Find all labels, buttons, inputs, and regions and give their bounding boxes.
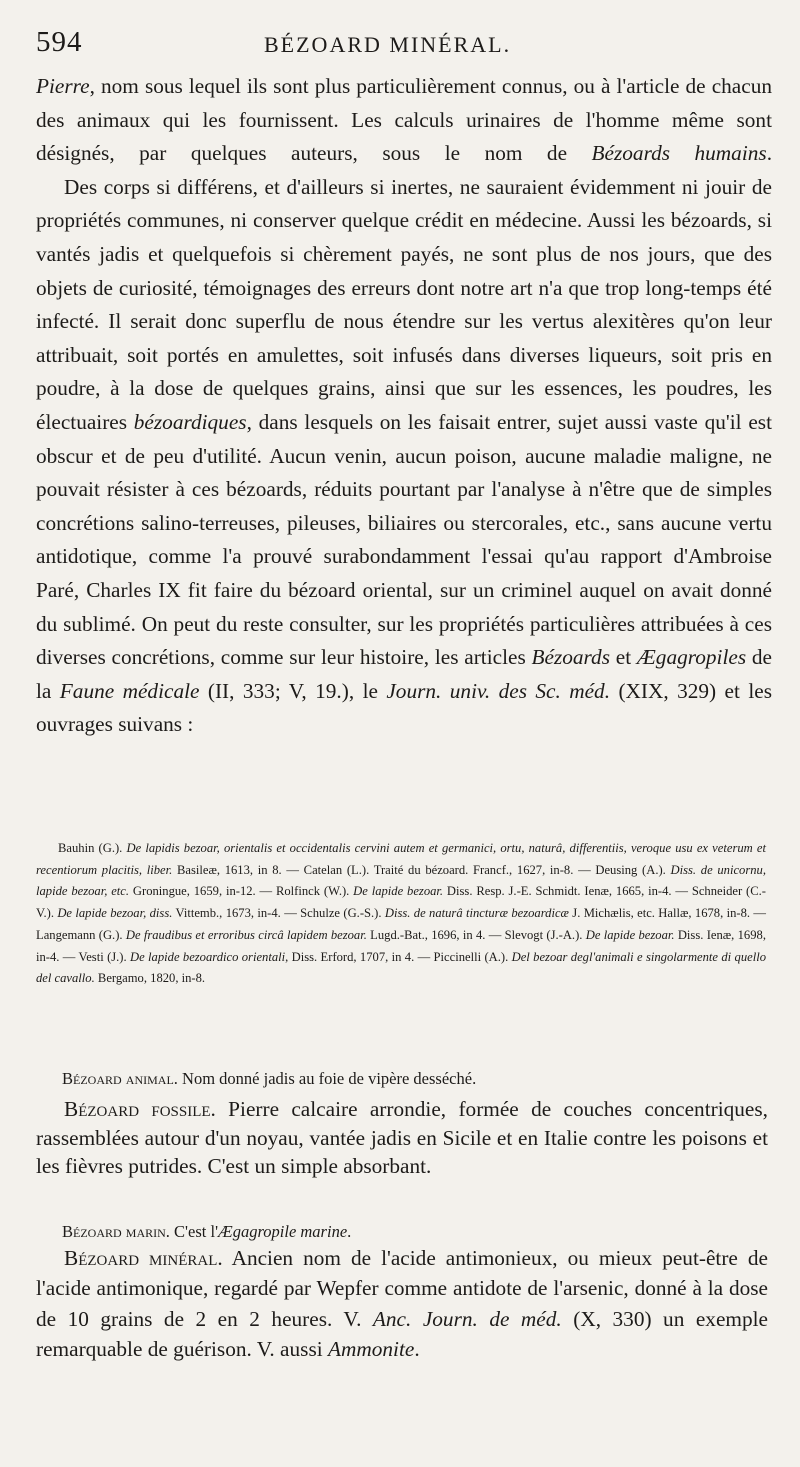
italic-title: De lapide bezoar. <box>353 884 444 899</box>
italic-term: Ammonite <box>327 1336 415 1361</box>
entry-term: Bézoard animal. <box>62 1069 178 1088</box>
entry-term: Bézoard fossile. <box>64 1097 216 1121</box>
text-run: Bauhin (G.). <box>58 841 127 855</box>
entry-bezoard-animal <box>62 1067 762 1091</box>
entry-term: Bézoard minéral. <box>64 1246 223 1270</box>
italic-title: De lapide bezoardico orientali <box>130 949 286 964</box>
text-run: (XIX, 329) et les ouvrages suivans : <box>36 678 772 737</box>
italic-title: De lapide bezoar, diss. <box>57 906 173 921</box>
italic-term: Ægagropile marine <box>218 1222 348 1241</box>
text-run: Diss. Resp. J.-E. Schmidt. Ienæ, 1665, in-4. — Schneider (C.-V.). <box>36 884 766 921</box>
italic-title: Del bezoar degl'animali e singolarmente di quello del cavallo. <box>36 949 767 986</box>
entry-definition: Pierre calcaire arrondie, formée de couches concentriques, rassemblées autour d'un noyau, vantée jadis en Sicile et en Italie contre les poisons et les fièvres putrides. C'est un simple absorbant. <box>36 1097 768 1179</box>
text-run: Bergamo, 1820, in-8. <box>94 971 206 986</box>
italic-term: Journ. univ. des Sc. méd. <box>386 678 611 703</box>
italic-term: Faune médicale <box>59 678 200 703</box>
page-header <box>36 22 786 62</box>
text-run: J. Michælis, etc. Hallæ, 1678, in-8. — Langemann (G.). <box>36 906 766 942</box>
italic-title: Diss. de naturâ tincturæ bezoardicæ <box>384 906 569 921</box>
entry-definition: Nom donné jadis au foie de vipère desséché. <box>177 1069 477 1088</box>
entry-bezoard-fossile <box>36 1095 768 1181</box>
paragraph-bezoards <box>36 171 772 742</box>
text-run: Basileæ, 1613, in 8. — Catelan (L.). Traité du bézoard. Francf., 1627, in-8. — Deusing (A.). <box>172 862 671 877</box>
italic-title: De lapidis bezoar, orientalis et occidentalis cervini autem et germanici, ortu, naturâ, differentiis, veroque usu ex veterum et recentiorum placitis, liber. <box>36 841 766 877</box>
italic-term: Ægagropiles <box>636 645 747 670</box>
text-run: , nom sous lequel ils sont plus particulièrement connus, ou à l'article de chacun des animaux qui les fournissent. Les calculs urinaires de l'homme même sont désignés, par quelques auteurs, sous le nom de <box>36 74 772 166</box>
main-text <box>36 70 772 742</box>
text-run: Groningue, 1659, in-12. — Rolfinck (W.). <box>129 884 354 899</box>
text-run: (II, 333; V, 19.), le <box>199 678 387 703</box>
entry-paragraph <box>36 1243 768 1364</box>
text-run: et <box>609 645 637 670</box>
text-run: . <box>414 1336 420 1361</box>
italic-term: Bézoards humains <box>591 141 767 166</box>
italic-term: Bézoards <box>531 645 610 670</box>
text-run: . <box>347 1222 352 1241</box>
paragraph-continuation <box>36 70 772 171</box>
running-head: BÉZOARD MINÉRAL. <box>264 32 512 57</box>
text-run: Lugd.-Bat., 1696, in 4. — Slevogt (J.-A.). <box>366 927 586 942</box>
text-run: C'est l' <box>169 1222 219 1241</box>
entry-bezoard-mineral <box>36 1243 768 1364</box>
text-run: , Diss. Erford, 1707, in 4. — Piccinelli (A.). <box>285 949 512 964</box>
text-run: Ancien nom de l'acide antimonieux, ou mieux peut-être de l'acide antimonique, regardé par Wepfer comme antidote de l'arsenic, donné à la dose de 10 grains de 2 en 2 heures. V. <box>36 1246 768 1331</box>
italic-term: bézoardiques <box>133 409 247 434</box>
bibliography <box>36 838 766 990</box>
text-run: Diss. Ienæ, 1698, in-4. — Vesti (J.). <box>36 927 766 964</box>
text-run: Vittemb., 1673, in-4. — Schulze (G.-S.). <box>172 906 385 921</box>
text-run: (X, 330) un exemple remarquable de guérison. V. aussi <box>36 1306 768 1361</box>
text-run: , dans lesquels on les faisait entrer, sujet aussi vaste qu'il est obscur et de peu d'utilité. Aucun venin, aucun poison, aucune maladie maligne, ne pouvait résister à ces bézoards, réduits pourtant par l'analyse à n'être que de simples concrétions salino-terreuses, pileuses, biliaires ou stercorales, etc., sans aucune vertu antidotique, comme l'a prouvé surabondamment l'essai qu'au rapport d'Ambroise Paré, Charles IX fit faire du bézoard oriental, sur un criminel auquel on avait donné du sublimé. On peut du reste consulter, sur les propriétés particulières attribuées à ces diverses concrétions, comme sur leur histoire, les articles <box>36 409 772 670</box>
page-number: 594 <box>36 26 83 58</box>
text-run: Des corps si différens, et d'ailleurs si inertes, ne sauraient évidemment ni jouir de propriétés communes, ni conserver quelque crédit en médecine. Aussi les bézoards, si vantés jadis et quelquefois si chèrement payés, ne sont plus de nos jours, que des objets de curiosité, témoignages des erreurs dont notre art n'a que trop long-temps été infecté. Il serait donc superflu de nous étendre sur les vertus alexitères qu'on leur attribuait, soit portés en amulettes, soit infusés dans diverses liqueurs, soit pris en poudre, à la dose de quelques grains, ainsi que sur les essences, les poudres, les électuaires <box>36 174 772 434</box>
italic-term: Anc. Journ. de méd. <box>372 1306 562 1331</box>
italic-term: Pierre <box>36 74 90 98</box>
text-run: . <box>766 141 773 166</box>
entry-term: Bézoard marin. <box>62 1222 170 1241</box>
italic-title: Diss. de unicornu, lapide bezoar, etc. <box>36 862 766 899</box>
entry-paragraph <box>36 1095 768 1181</box>
text-run: de la <box>36 645 772 703</box>
italic-title: De lapide bezoar. <box>585 927 675 942</box>
bibliography-paragraph <box>36 838 766 990</box>
italic-title: De fraudibus et erroribus circâ lapidem bezoar. <box>125 927 367 942</box>
entry-bezoard-marin <box>62 1220 762 1244</box>
